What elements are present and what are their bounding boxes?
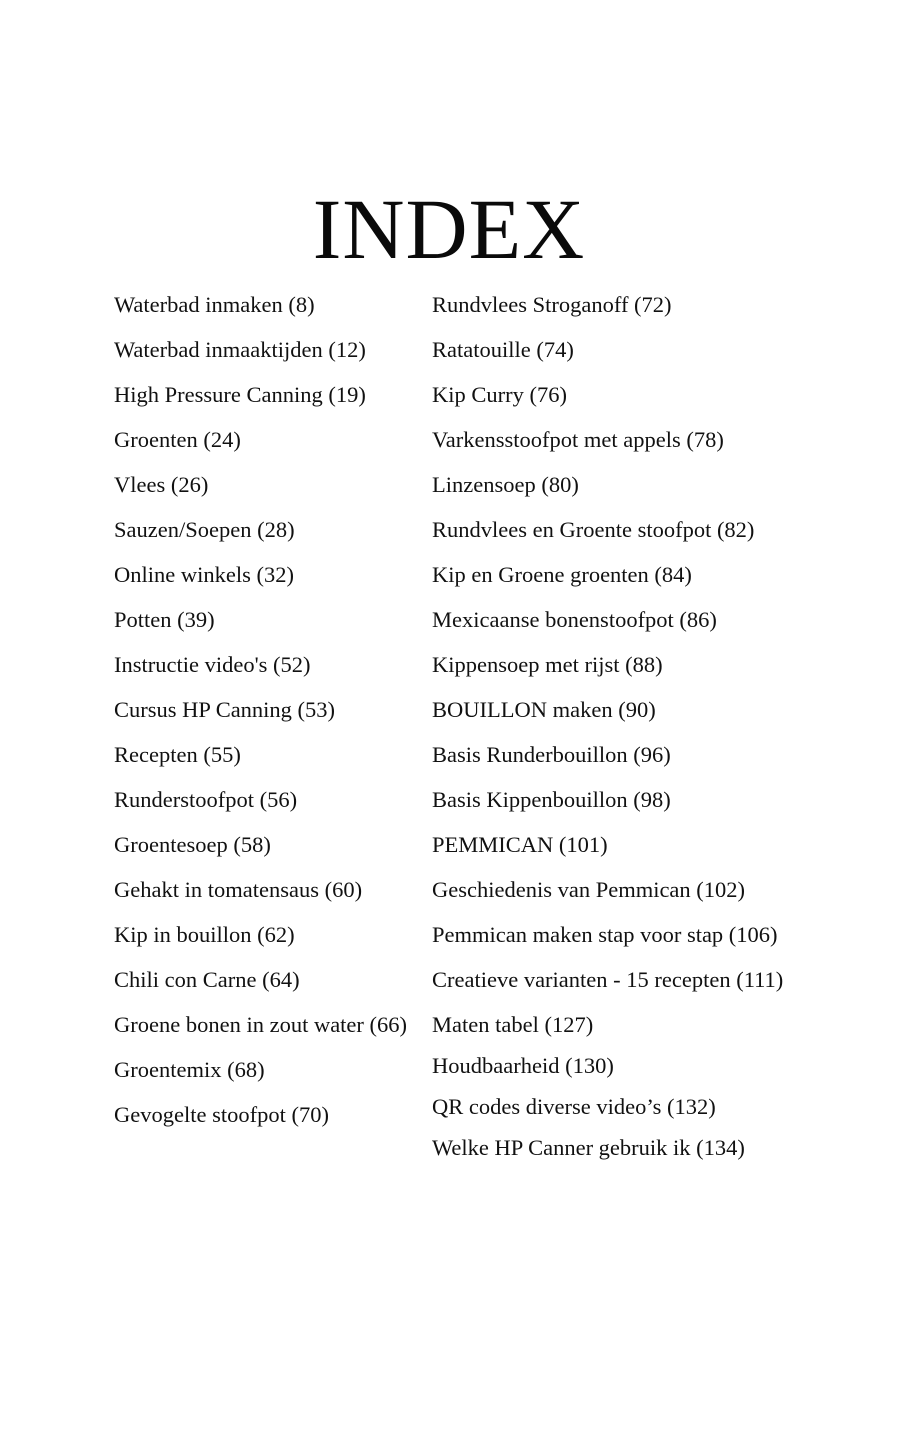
index-entry[interactable]: Rundvlees en Groente stoofpot (82) bbox=[432, 517, 755, 542]
index-entry[interactable]: Sauzen/Soepen (28) bbox=[114, 517, 295, 542]
index-entry[interactable]: QR codes diverse video’s (132) bbox=[432, 1094, 716, 1119]
index-entry[interactable]: PEMMICAN (101) bbox=[432, 832, 608, 857]
index-entry[interactable]: Basis Kippenbouillon (98) bbox=[432, 787, 671, 812]
index-entry[interactable]: Runderstoofpot (56) bbox=[114, 787, 298, 812]
index-entry[interactable]: Chili con Carne (64) bbox=[114, 967, 300, 992]
index-entry[interactable]: Online winkels (32) bbox=[114, 562, 294, 587]
index-entry[interactable]: Maten tabel (127) bbox=[432, 1012, 594, 1037]
index-entry[interactable]: Waterbad inmaken (8) bbox=[114, 292, 315, 317]
index-entry[interactable]: Gehakt in tomatensaus (60) bbox=[114, 877, 363, 902]
index-entry[interactable]: Kip en Groene groenten (84) bbox=[432, 562, 692, 587]
index-entry[interactable]: Houdbaarheid (130) bbox=[432, 1053, 614, 1078]
index-entry[interactable]: Groene bonen in zout water (66) bbox=[114, 1012, 408, 1037]
index-entry[interactable]: Kip Curry (76) bbox=[432, 382, 567, 407]
index-entry[interactable]: Kippensoep met rijst (88) bbox=[432, 652, 663, 677]
index-entry[interactable]: Kip in bouillon (62) bbox=[114, 922, 295, 947]
index-entry[interactable]: Pemmican maken stap voor stap (106) bbox=[432, 922, 778, 947]
index-entry[interactable]: BOUILLON maken (90) bbox=[432, 697, 656, 722]
page-title: INDEX bbox=[312, 180, 586, 277]
index-entry[interactable]: Waterbad inmaaktijden (12) bbox=[114, 337, 366, 362]
index-entry[interactable]: Linzensoep (80) bbox=[432, 472, 579, 497]
index-entry[interactable]: Cursus HP Canning (53) bbox=[114, 697, 336, 722]
index-entry[interactable]: Rundvlees Stroganoff (72) bbox=[432, 292, 672, 317]
index-entry[interactable]: Potten (39) bbox=[114, 607, 215, 632]
index-entry[interactable]: Gevogelte stoofpot (70) bbox=[114, 1102, 329, 1127]
index-entry[interactable]: Groenten (24) bbox=[114, 427, 241, 452]
index-entry[interactable]: High Pressure Canning (19) bbox=[114, 382, 366, 407]
index-entry[interactable]: Welke HP Canner gebruik ik (134) bbox=[432, 1135, 745, 1160]
index-entry[interactable]: Vlees (26) bbox=[114, 472, 209, 497]
index-entry[interactable]: Basis Runderbouillon (96) bbox=[432, 742, 671, 767]
index-column-left bbox=[114, 292, 414, 1147]
index-entry[interactable]: Instructie video's (52) bbox=[114, 652, 311, 677]
index-entry[interactable]: Creatieve varianten - 15 recepten (111) bbox=[432, 967, 784, 992]
index-entry[interactable]: Recepten (55) bbox=[114, 742, 241, 767]
index-columns bbox=[0, 292, 898, 1292]
index-entry[interactable]: Groentesoep (58) bbox=[114, 832, 271, 857]
index-entry[interactable]: Ratatouille (74) bbox=[432, 337, 574, 362]
index-entry[interactable]: Geschiedenis van Pemmican (102) bbox=[432, 877, 746, 902]
index-entry[interactable]: Mexicaanse bonenstoofpot (86) bbox=[432, 607, 717, 632]
index-column-right bbox=[432, 292, 794, 1176]
index-entry[interactable]: Varkensstoofpot met appels (78) bbox=[432, 427, 724, 452]
index-entry[interactable]: Groentemix (68) bbox=[114, 1057, 265, 1082]
